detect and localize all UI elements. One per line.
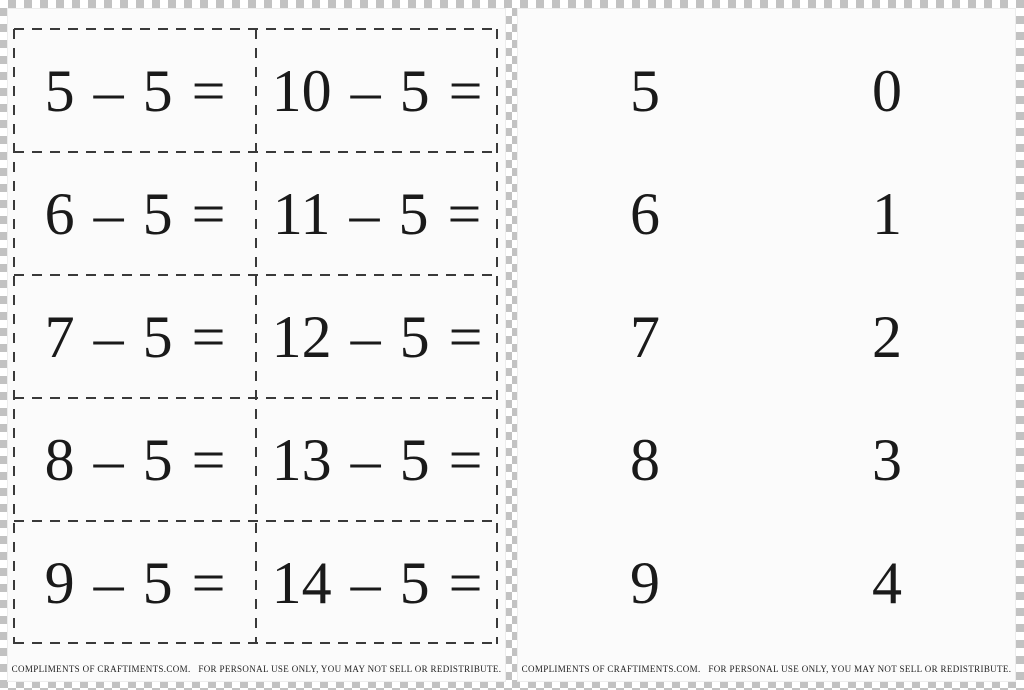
questions-page [7,8,506,682]
answer-cell [766,521,1008,644]
answer-cell [524,521,766,644]
flashcard-expression: 14 – 5 = [271,549,483,616]
cut-line-vertical [255,29,257,644]
answer-cell [766,275,1008,398]
answer-number: 7 [630,303,660,370]
flashcard [256,29,498,152]
answer-number: 9 [630,549,660,616]
flashcard-expression: 9 – 5 = [44,549,226,616]
answer-grid [524,29,1008,644]
answer-number: 1 [872,180,902,247]
flashcard [14,521,256,644]
answer-cell [524,275,766,398]
answer-cell [766,398,1008,521]
cut-line-vertical [496,29,498,644]
answer-number: 3 [872,426,902,493]
answer-number: 0 [872,57,902,124]
flashcard [14,398,256,521]
answers-page [517,8,1016,682]
flashcard [256,398,498,521]
footer-credit: COMPLIMENTS OF CRAFTIMENTS.COM. FOR PERSONAL USE ONLY, YOU MAY NOT SELL OR REDISTRIBUTE. [11,664,502,674]
flashcard-expression: 10 – 5 = [271,57,483,124]
answer-number: 6 [630,180,660,247]
answer-cell [524,398,766,521]
flashcard [14,152,256,275]
answer-number: 4 [872,549,902,616]
flashcard-expression: 7 – 5 = [44,303,226,370]
answer-cell [524,152,766,275]
flashcard [256,275,498,398]
flashcard [14,275,256,398]
cut-line-vertical [13,29,15,644]
flashcard [256,152,498,275]
answer-cell [524,29,766,152]
flashcard [256,521,498,644]
footer-credit: COMPLIMENTS OF CRAFTIMENTS.COM. FOR PERSONAL USE ONLY, YOU MAY NOT SELL OR REDISTRIBUTE. [521,664,1012,674]
flashcard-expression: 8 – 5 = [44,426,226,493]
answer-number: 5 [630,57,660,124]
answer-number: 2 [872,303,902,370]
flashcard [14,29,256,152]
flashcard-expression: 6 – 5 = [44,180,226,247]
flashcard-expression: 5 – 5 = [44,57,226,124]
answer-cell [766,152,1008,275]
flashcard-expression: 13 – 5 = [271,426,483,493]
card-grid [14,29,498,644]
flashcard-expression: 11 – 5 = [272,180,482,247]
answer-number: 8 [630,426,660,493]
flashcard-expression: 12 – 5 = [271,303,483,370]
answer-cell [766,29,1008,152]
